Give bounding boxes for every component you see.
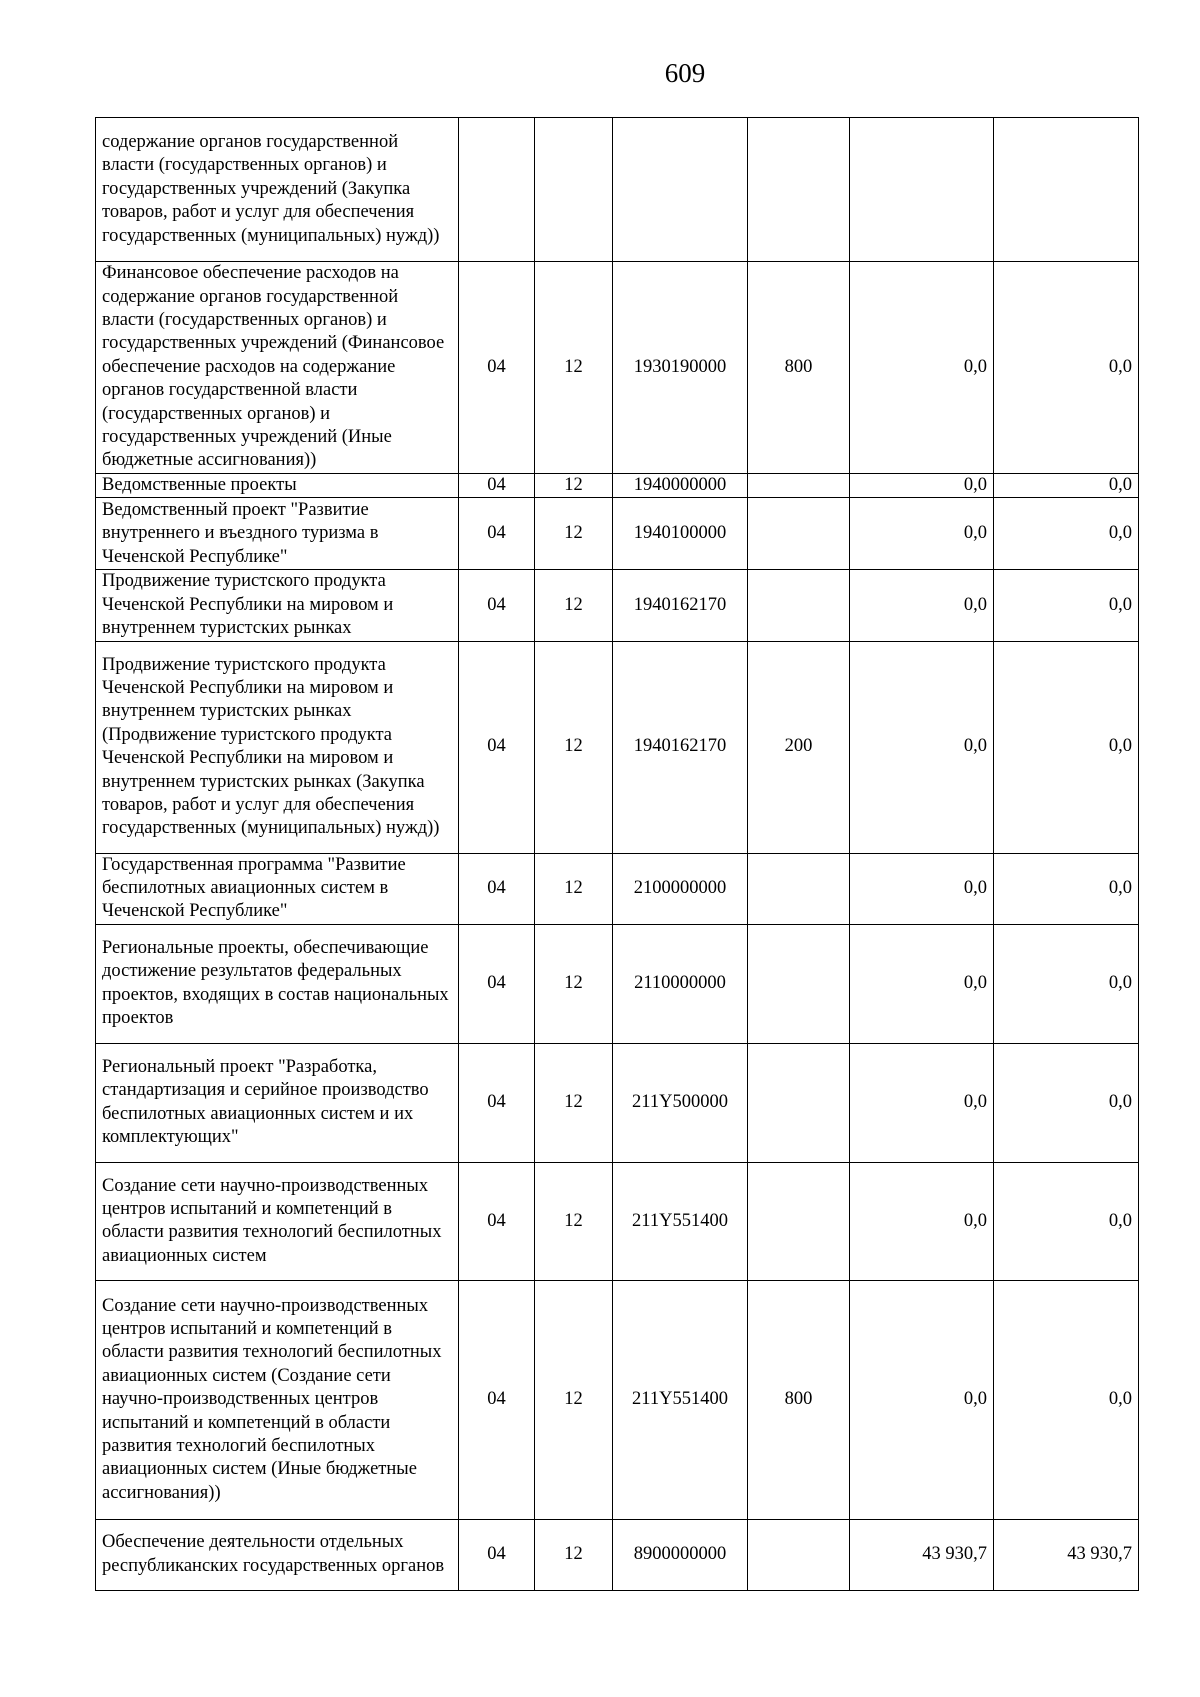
amount-first: 0,0 bbox=[850, 498, 994, 570]
expense-type-code bbox=[748, 570, 850, 641]
subsection-code: 12 bbox=[535, 474, 613, 498]
amount-second bbox=[994, 118, 1139, 262]
amount-first: 0,0 bbox=[850, 924, 994, 1043]
subsection-code: 12 bbox=[535, 570, 613, 641]
section-code: 04 bbox=[459, 1519, 535, 1590]
amount-second: 0,0 bbox=[994, 641, 1139, 853]
amount-second: 43 930,7 bbox=[994, 1519, 1139, 1590]
subsection-code: 12 bbox=[535, 924, 613, 1043]
target-article-code: 211Y500000 bbox=[613, 1043, 748, 1162]
section-code: 04 bbox=[459, 1280, 535, 1519]
target-article-code: 1940162170 bbox=[613, 570, 748, 641]
subsection-code: 12 bbox=[535, 853, 613, 924]
amount-first bbox=[850, 118, 994, 262]
amount-first: 0,0 bbox=[850, 1162, 994, 1280]
row-name: Создание сети научно-производственных центров испытаний и компетенций в области развития технологий беспилотных авиационных систем (Создание сети научно-производственных центров испытаний и компетенций в области развития технологий беспилотных авиационных систем (Иные бюджетные ассигнования)) bbox=[96, 1280, 459, 1519]
section-code: 04 bbox=[459, 474, 535, 498]
target-article-code: 211Y551400 bbox=[613, 1280, 748, 1519]
table-row bbox=[96, 1280, 1139, 1519]
amount-first: 0,0 bbox=[850, 853, 994, 924]
budget-table bbox=[95, 117, 1139, 1591]
section-code: 04 bbox=[459, 853, 535, 924]
expense-type-code bbox=[748, 1162, 850, 1280]
table-row bbox=[96, 118, 1139, 262]
expense-type-code: 200 bbox=[748, 641, 850, 853]
amount-second: 0,0 bbox=[994, 570, 1139, 641]
subsection-code bbox=[535, 118, 613, 262]
expense-type-code bbox=[748, 498, 850, 570]
table-row bbox=[96, 498, 1139, 570]
amount-second: 0,0 bbox=[994, 1162, 1139, 1280]
target-article-code: 2100000000 bbox=[613, 853, 748, 924]
subsection-code: 12 bbox=[535, 1162, 613, 1280]
expense-type-code bbox=[748, 1043, 850, 1162]
amount-first: 0,0 bbox=[850, 641, 994, 853]
page-number: 609 bbox=[664, 58, 706, 88]
subsection-code: 12 bbox=[535, 1043, 613, 1162]
section-code: 04 bbox=[459, 1043, 535, 1162]
section-code: 04 bbox=[459, 1162, 535, 1280]
expense-type-code bbox=[748, 118, 850, 262]
expense-type-code bbox=[748, 853, 850, 924]
expense-type-code bbox=[748, 474, 850, 498]
table-row bbox=[96, 853, 1139, 924]
expense-type-code: 800 bbox=[748, 262, 850, 474]
amount-first: 43 930,7 bbox=[850, 1519, 994, 1590]
table-row bbox=[96, 924, 1139, 1043]
row-name: содержание органов государственной власти (государственных органов) и государственных учреждений (Закупка товаров, работ и услуг для обеспечения государственных (муниципальных) нужд)) bbox=[96, 118, 459, 262]
amount-first: 0,0 bbox=[850, 1043, 994, 1162]
row-name: Финансовое обеспечение расходов на содержание органов государственной власти (государственных органов) и государственных учреждений (Финансовое обеспечение расходов на содержание органов государственной власти (государственных органов) и государственных учреждений (Иные бюджетные ассигнования)) bbox=[96, 262, 459, 474]
expense-type-code: 800 bbox=[748, 1280, 850, 1519]
table-row bbox=[96, 262, 1139, 474]
row-name: Региональные проекты, обеспечивающие достижение результатов федеральных проектов, входящих в состав национальных проектов bbox=[96, 924, 459, 1043]
section-code: 04 bbox=[459, 262, 535, 474]
row-name: Ведомственный проект "Развитие внутреннего и въездного туризма в Чеченской Республике" bbox=[96, 498, 459, 570]
table-row bbox=[96, 570, 1139, 641]
amount-second: 0,0 bbox=[994, 853, 1139, 924]
subsection-code: 12 bbox=[535, 1519, 613, 1590]
amount-second: 0,0 bbox=[994, 474, 1139, 498]
subsection-code: 12 bbox=[535, 1280, 613, 1519]
target-article-code bbox=[613, 118, 748, 262]
table-row bbox=[96, 641, 1139, 853]
expense-type-code bbox=[748, 924, 850, 1043]
subsection-code: 12 bbox=[535, 641, 613, 853]
row-name: Продвижение туристского продукта Чеченской Республики на мировом и внутреннем туристских рынках bbox=[96, 570, 459, 641]
table-row bbox=[96, 474, 1139, 498]
expense-type-code bbox=[748, 1519, 850, 1590]
section-code bbox=[459, 118, 535, 262]
amount-first: 0,0 bbox=[850, 570, 994, 641]
table-row bbox=[96, 1519, 1139, 1590]
amount-first: 0,0 bbox=[850, 474, 994, 498]
target-article-code: 211Y551400 bbox=[613, 1162, 748, 1280]
section-code: 04 bbox=[459, 498, 535, 570]
row-name: Продвижение туристского продукта Чеченской Республики на мировом и внутреннем туристских рынках (Продвижение туристского продукта Чеченской Республики на мировом и внутреннем туристских рынках (Закупка товаров, работ и услуг для обеспечения государственных (муниципальных) нужд)) bbox=[96, 641, 459, 853]
row-name: Ведомственные проекты bbox=[96, 474, 459, 498]
target-article-code: 8900000000 bbox=[613, 1519, 748, 1590]
amount-second: 0,0 bbox=[994, 498, 1139, 570]
row-name: Создание сети научно-производственных центров испытаний и компетенций в области развития технологий беспилотных авиационных систем bbox=[96, 1162, 459, 1280]
section-code: 04 bbox=[459, 641, 535, 853]
row-name: Обеспечение деятельности отдельных республиканских государственных органов bbox=[96, 1519, 459, 1590]
subsection-code: 12 bbox=[535, 498, 613, 570]
target-article-code: 1940000000 bbox=[613, 474, 748, 498]
amount-first: 0,0 bbox=[850, 1280, 994, 1519]
amount-second: 0,0 bbox=[994, 924, 1139, 1043]
subsection-code: 12 bbox=[535, 262, 613, 474]
section-code: 04 bbox=[459, 924, 535, 1043]
table-row bbox=[96, 1162, 1139, 1280]
amount-second: 0,0 bbox=[994, 1043, 1139, 1162]
row-name: Государственная программа "Развитие беспилотных авиационных систем в Чеченской Республике" bbox=[96, 853, 459, 924]
row-name: Региональный проект "Разработка, стандартизация и серийное производство беспилотных авиационных систем и их комплектующих" bbox=[96, 1043, 459, 1162]
amount-first: 0,0 bbox=[850, 262, 994, 474]
amount-second: 0,0 bbox=[994, 262, 1139, 474]
table-row bbox=[96, 1043, 1139, 1162]
target-article-code: 1940162170 bbox=[613, 641, 748, 853]
target-article-code: 1940100000 bbox=[613, 498, 748, 570]
target-article-code: 1930190000 bbox=[613, 262, 748, 474]
amount-second: 0,0 bbox=[994, 1280, 1139, 1519]
target-article-code: 2110000000 bbox=[613, 924, 748, 1043]
section-code: 04 bbox=[459, 570, 535, 641]
